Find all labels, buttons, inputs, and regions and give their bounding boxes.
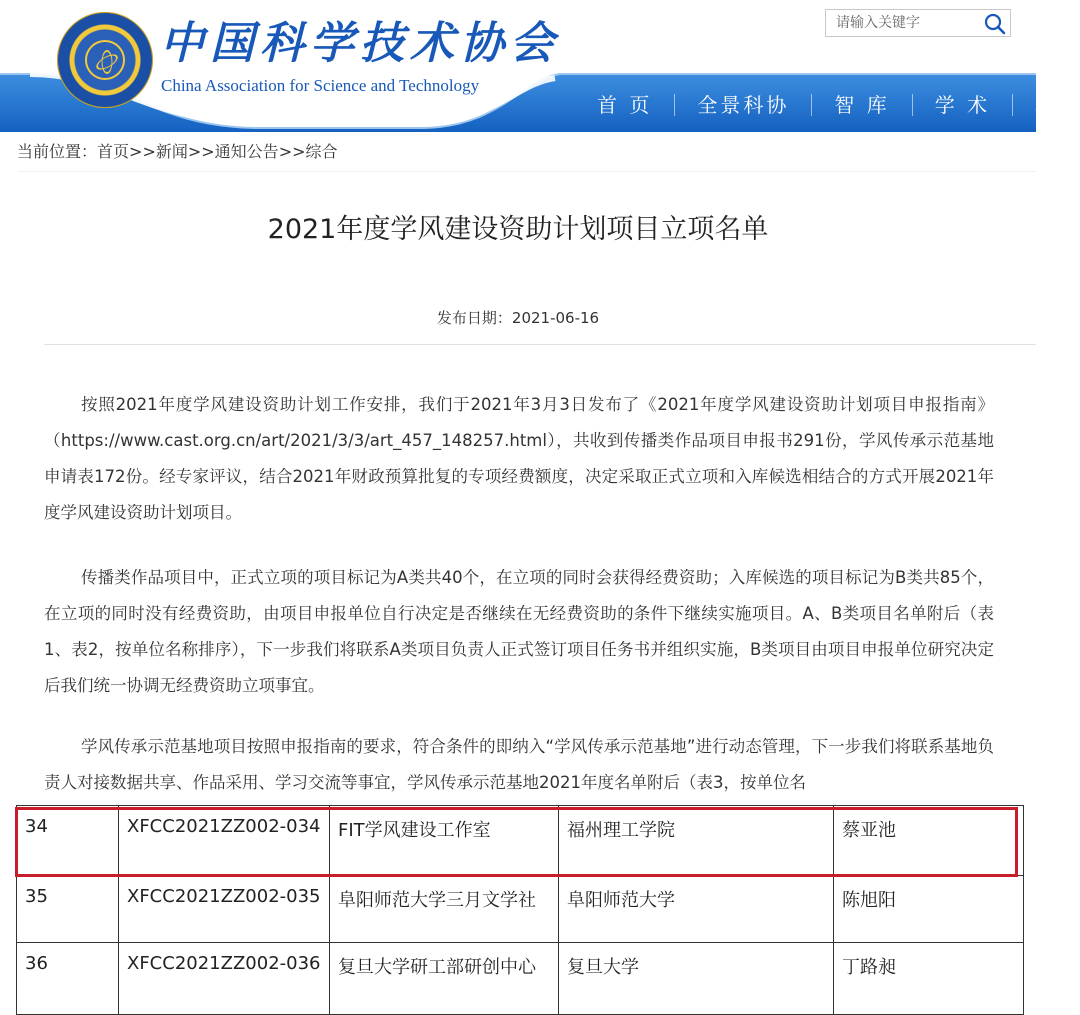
cell-project-name: 复旦大学研工部研创中心: [330, 943, 559, 1015]
breadcrumb: [17, 140, 338, 164]
publish-date-value: 2021-06-16: [511, 309, 600, 327]
breadcrumb-general[interactable]: 综合: [305, 142, 338, 161]
nav-academic[interactable]: 学 术: [913, 94, 1013, 116]
breadcrumb-home[interactable]: 首页: [97, 142, 130, 161]
cell-project-code: XFCC2021ZZ002-035: [119, 876, 330, 943]
cell-project-code: XFCC2021ZZ002-034: [119, 806, 330, 876]
main-nav: [575, 88, 1080, 122]
cell-leader: 丁路昶: [834, 943, 1024, 1015]
divider: [44, 344, 1036, 345]
cell-organization: 福州理工学院: [559, 806, 834, 876]
publish-date-label: 发布日期：: [436, 309, 512, 327]
breadcrumb-separator: >>: [187, 142, 215, 161]
breadcrumb-separator: >>: [129, 142, 156, 161]
search-icon[interactable]: [984, 13, 1006, 35]
publish-date: [0, 306, 1036, 330]
cell-project-code: XFCC2021ZZ002-036: [119, 943, 330, 1015]
site-header: [0, 0, 1059, 132]
cell-index: 34: [17, 806, 119, 876]
cast-emblem-logo[interactable]: [57, 12, 153, 108]
article-paragraph: 学风传承示范基地项目按照申报指南的要求，符合条件的即纳入“学风传承示范基地”进行动态管理，下一步我们将联系基地负责人对接数据共享、作品采用、学习交流等事宜，学风传承示范基地2021年度名单附后（表3，按单位名: [44, 737, 994, 792]
cell-organization: 阜阳师范大学: [559, 876, 834, 943]
search-input[interactable]: [826, 10, 986, 36]
breadcrumb-prefix: 当前位置：: [17, 142, 98, 161]
nav-science[interactable]: 科: [1035, 93, 1059, 117]
cell-leader: 陈旭阳: [834, 876, 1024, 943]
row-highlight-box: [15, 807, 1018, 877]
nav-home[interactable]: 首 页: [575, 94, 675, 116]
table-row: [17, 876, 1024, 943]
cell-index: 35: [17, 876, 119, 943]
search-box: [825, 9, 1011, 37]
logo-english-name[interactable]: China Association for Science and Technology: [161, 76, 480, 95]
logo-chinese-name[interactable]: 中国科学技术协会: [160, 18, 560, 69]
article-title: 2021年度学风建设资助计划项目立项名单: [267, 214, 769, 245]
cell-index: 36: [17, 943, 119, 1015]
breadcrumb-notices[interactable]: 通知公告: [214, 142, 279, 161]
nav-think-tank[interactable]: 智 库: [812, 94, 912, 116]
nav-panorama-cast[interactable]: 全景科协: [675, 94, 812, 116]
article-paragraph: 传播类作品项目中，正式立项的项目标记为A类共40个，在立项的同时会获得经费资助；入库候选的项目标记为B类共85个，在立项的同时没有经费资助，由项目申报单位自行决定是否继续在无经费资助的条件下继续实施项目。A、B类项目名单附后（表1、表2，按单位名称排序），下一步我们将联系A类项目负责人正式签订项目任务书并组织实施，B类项目由项目申报单位研究决定后我们统一协调无经费资助立项事宜。: [44, 568, 994, 695]
cell-project-name: FIT学风建设工作室: [330, 806, 559, 876]
cell-leader: 蔡亚池: [834, 806, 1024, 876]
breadcrumb-separator: >>: [278, 142, 306, 161]
breadcrumb-news[interactable]: 新闻: [155, 142, 188, 161]
cell-organization: 复旦大学: [559, 943, 834, 1015]
article-paragraph: 按照2021年度学风建设资助计划工作安排，我们于2021年3月3日发布了《2021年度学风建设资助计划项目申报指南》（https://www.cast.org.cn/art/2021/3/3/art_457_148257.html），共收到传播类作品项目申报书291份，学风传承示范基地申请表172份。经专家评议，结合2021年财政预算批复的专项经费额度，决定采取正式立项和入库候选相结合的方式开展2021年度学风建设资助计划项目。: [44, 395, 994, 522]
table-row: [17, 943, 1024, 1015]
cell-project-name: 阜阳师范大学三月文学社: [330, 876, 559, 943]
